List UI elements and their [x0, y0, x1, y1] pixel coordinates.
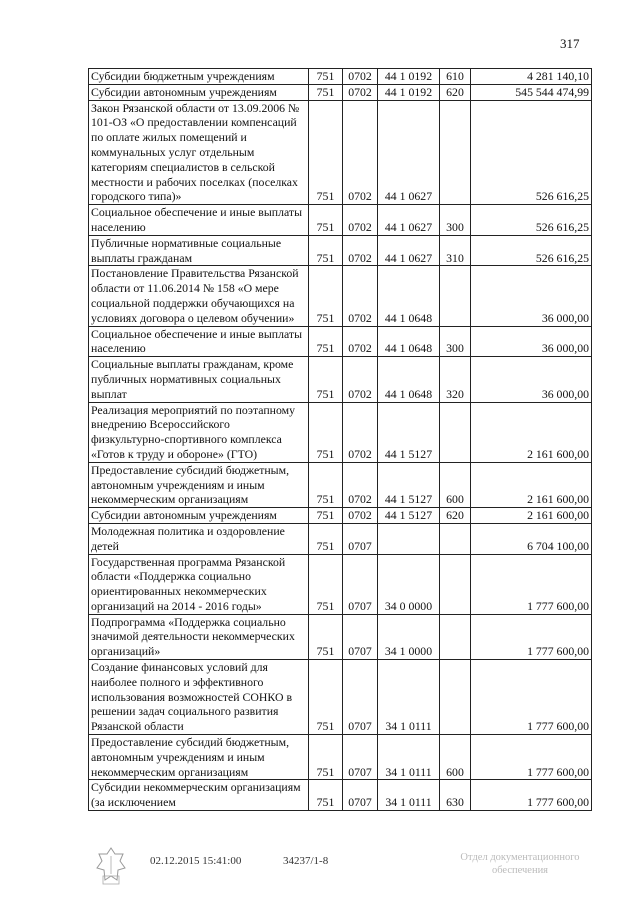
- row-name: Государственная программа Рязанской области «Поддержка социально ориентированных некоммерческих организаций на 2014 - 2016 годы»: [89, 554, 309, 614]
- row-name: Субсидии некоммерческим организациям (за исключением: [89, 780, 309, 811]
- row-ved-code: 751: [309, 84, 343, 100]
- table-row: [89, 780, 592, 811]
- row-amount: 1 777 600,00: [471, 614, 592, 659]
- row-ved-code: 751: [309, 402, 343, 462]
- table-row: [89, 523, 592, 554]
- table-row: [89, 205, 592, 236]
- row-target-article: [378, 523, 440, 554]
- row-target-article: 44 1 0648: [378, 326, 440, 357]
- table-row: [89, 660, 592, 735]
- row-amount: 4 281 140,10: [471, 69, 592, 85]
- row-section-code: 0702: [343, 402, 378, 462]
- footer-doc-number: 34237/1-8: [283, 855, 329, 867]
- footer-datetime: 02.12.2015 15:41:00: [150, 855, 242, 867]
- row-target-article: 34 1 0000: [378, 614, 440, 659]
- row-target-article: 44 1 0627: [378, 235, 440, 266]
- row-ved-code: 751: [309, 69, 343, 85]
- table-row: [89, 84, 592, 100]
- row-name: Предоставление субсидий бюджетным, автономным учреждениям и иным некоммерческим организациям: [89, 735, 309, 780]
- page-number: 317: [560, 36, 580, 51]
- row-name: Предоставление субсидий бюджетным, автономным учреждениям и иным некоммерческим организациям: [89, 462, 309, 507]
- row-name: Социальные выплаты гражданам, кроме публичных нормативных социальных выплат: [89, 357, 309, 402]
- department-stamp: Отдел документационного обеспечения: [460, 852, 580, 876]
- row-target-article: 44 1 0627: [378, 205, 440, 236]
- row-name: Публичные нормативные социальные выплаты гражданам: [89, 235, 309, 266]
- row-ved-code: 751: [309, 266, 343, 326]
- row-expense-type: [440, 660, 471, 735]
- row-section-code: 0702: [343, 357, 378, 402]
- row-expense-type: 600: [440, 462, 471, 507]
- row-expense-type: [440, 554, 471, 614]
- row-ved-code: 751: [309, 660, 343, 735]
- row-name: Закон Рязанской области от 13.09.2006 № 101-ОЗ «О предоставлении компенсаций по оплате жилых помещений и коммунальных услуг отдельным категориям специалистов в сельской местности и рабочих поселках (поселках городского типа)»: [89, 100, 309, 205]
- row-name: Создание финансовых условий для наиболее полного и эффективного использования возможностей СОНКО в решении задач социального развития Рязанской области: [89, 660, 309, 735]
- row-expense-type: [440, 614, 471, 659]
- table-row: [89, 508, 592, 524]
- coat-of-arms-icon: [93, 846, 129, 886]
- row-target-article: 44 1 0627: [378, 100, 440, 205]
- row-amount: 1 777 600,00: [471, 780, 592, 811]
- row-amount: 1 777 600,00: [471, 554, 592, 614]
- row-name: Постановление Правительства Рязанской области от 11.06.2014 № 158 «О мере социальной поддержки обучающихся на условиях договора о целевом обучении»: [89, 266, 309, 326]
- budget-table-body: [89, 69, 592, 811]
- row-section-code: 0702: [343, 69, 378, 85]
- budget-table: [88, 68, 592, 811]
- table-row: [89, 554, 592, 614]
- row-expense-type: 320: [440, 357, 471, 402]
- row-expense-type: [440, 266, 471, 326]
- row-section-code: 0707: [343, 554, 378, 614]
- row-target-article: 44 1 0648: [378, 266, 440, 326]
- row-name: Субсидии автономным учреждениям: [89, 508, 309, 524]
- row-section-code: 0702: [343, 462, 378, 507]
- row-expense-type: 620: [440, 508, 471, 524]
- row-name: Молодежная политика и оздоровление детей: [89, 523, 309, 554]
- row-section-code: 0702: [343, 100, 378, 205]
- row-ved-code: 751: [309, 508, 343, 524]
- row-section-code: 0702: [343, 205, 378, 236]
- row-section-code: 0702: [343, 84, 378, 100]
- row-ved-code: 751: [309, 614, 343, 659]
- row-expense-type: [440, 402, 471, 462]
- row-amount: 36 000,00: [471, 326, 592, 357]
- row-amount: 2 161 600,00: [471, 402, 592, 462]
- row-ved-code: 751: [309, 523, 343, 554]
- row-section-code: 0707: [343, 660, 378, 735]
- row-section-code: 0707: [343, 523, 378, 554]
- row-name: Реализация мероприятий по поэтапному внедрению Всероссийского физкультурно-спортивного комплекса «Готов к труду и обороне» (ГТО): [89, 402, 309, 462]
- row-amount: 6 704 100,00: [471, 523, 592, 554]
- row-ved-code: 751: [309, 205, 343, 236]
- table-row: [89, 69, 592, 85]
- row-section-code: 0707: [343, 780, 378, 811]
- row-expense-type: 600: [440, 735, 471, 780]
- row-section-code: 0702: [343, 235, 378, 266]
- table-row: [89, 235, 592, 266]
- row-expense-type: 300: [440, 326, 471, 357]
- row-expense-type: 620: [440, 84, 471, 100]
- row-target-article: 44 1 0192: [378, 69, 440, 85]
- row-target-article: 34 0 0000: [378, 554, 440, 614]
- row-target-article: 34 1 0111: [378, 660, 440, 735]
- row-amount: 526 616,25: [471, 235, 592, 266]
- table-row: [89, 462, 592, 507]
- row-amount: 526 616,25: [471, 205, 592, 236]
- row-name: Социальное обеспечение и иные выплаты населению: [89, 326, 309, 357]
- row-target-article: 44 1 5127: [378, 508, 440, 524]
- row-expense-type: 610: [440, 69, 471, 85]
- row-name: Субсидии автономным учреждениям: [89, 84, 309, 100]
- row-section-code: 0707: [343, 735, 378, 780]
- row-ved-code: 751: [309, 735, 343, 780]
- table-row: [89, 735, 592, 780]
- row-amount: 545 544 474,99: [471, 84, 592, 100]
- row-expense-type: 310: [440, 235, 471, 266]
- row-expense-type: [440, 100, 471, 205]
- row-ved-code: 751: [309, 357, 343, 402]
- table-row: [89, 100, 592, 205]
- row-target-article: 44 1 5127: [378, 402, 440, 462]
- row-target-article: 34 1 0111: [378, 780, 440, 811]
- table-row: [89, 357, 592, 402]
- row-name: Подпрограмма «Поддержка социально значимой деятельности некоммерческих организаций»: [89, 614, 309, 659]
- table-row: [89, 266, 592, 326]
- row-amount: 36 000,00: [471, 357, 592, 402]
- table-row: [89, 614, 592, 659]
- row-amount: 526 616,25: [471, 100, 592, 205]
- row-ved-code: 751: [309, 235, 343, 266]
- row-ved-code: 751: [309, 100, 343, 205]
- row-name: Социальное обеспечение и иные выплаты населению: [89, 205, 309, 236]
- row-section-code: 0702: [343, 508, 378, 524]
- row-expense-type: 300: [440, 205, 471, 236]
- row-expense-type: [440, 523, 471, 554]
- row-amount: 2 161 600,00: [471, 508, 592, 524]
- row-section-code: 0707: [343, 614, 378, 659]
- row-section-code: 0702: [343, 326, 378, 357]
- row-amount: 1 777 600,00: [471, 735, 592, 780]
- table-row: [89, 326, 592, 357]
- row-expense-type: 630: [440, 780, 471, 811]
- row-ved-code: 751: [309, 326, 343, 357]
- row-ved-code: 751: [309, 780, 343, 811]
- row-name: Субсидии бюджетным учреждениям: [89, 69, 309, 85]
- row-target-article: 44 1 5127: [378, 462, 440, 507]
- row-ved-code: 751: [309, 462, 343, 507]
- row-target-article: 34 1 0111: [378, 735, 440, 780]
- table-row: [89, 402, 592, 462]
- row-ved-code: 751: [309, 554, 343, 614]
- row-target-article: 44 1 0648: [378, 357, 440, 402]
- row-amount: 2 161 600,00: [471, 462, 592, 507]
- row-amount: 1 777 600,00: [471, 660, 592, 735]
- row-target-article: 44 1 0192: [378, 84, 440, 100]
- row-amount: 36 000,00: [471, 266, 592, 326]
- row-section-code: 0702: [343, 266, 378, 326]
